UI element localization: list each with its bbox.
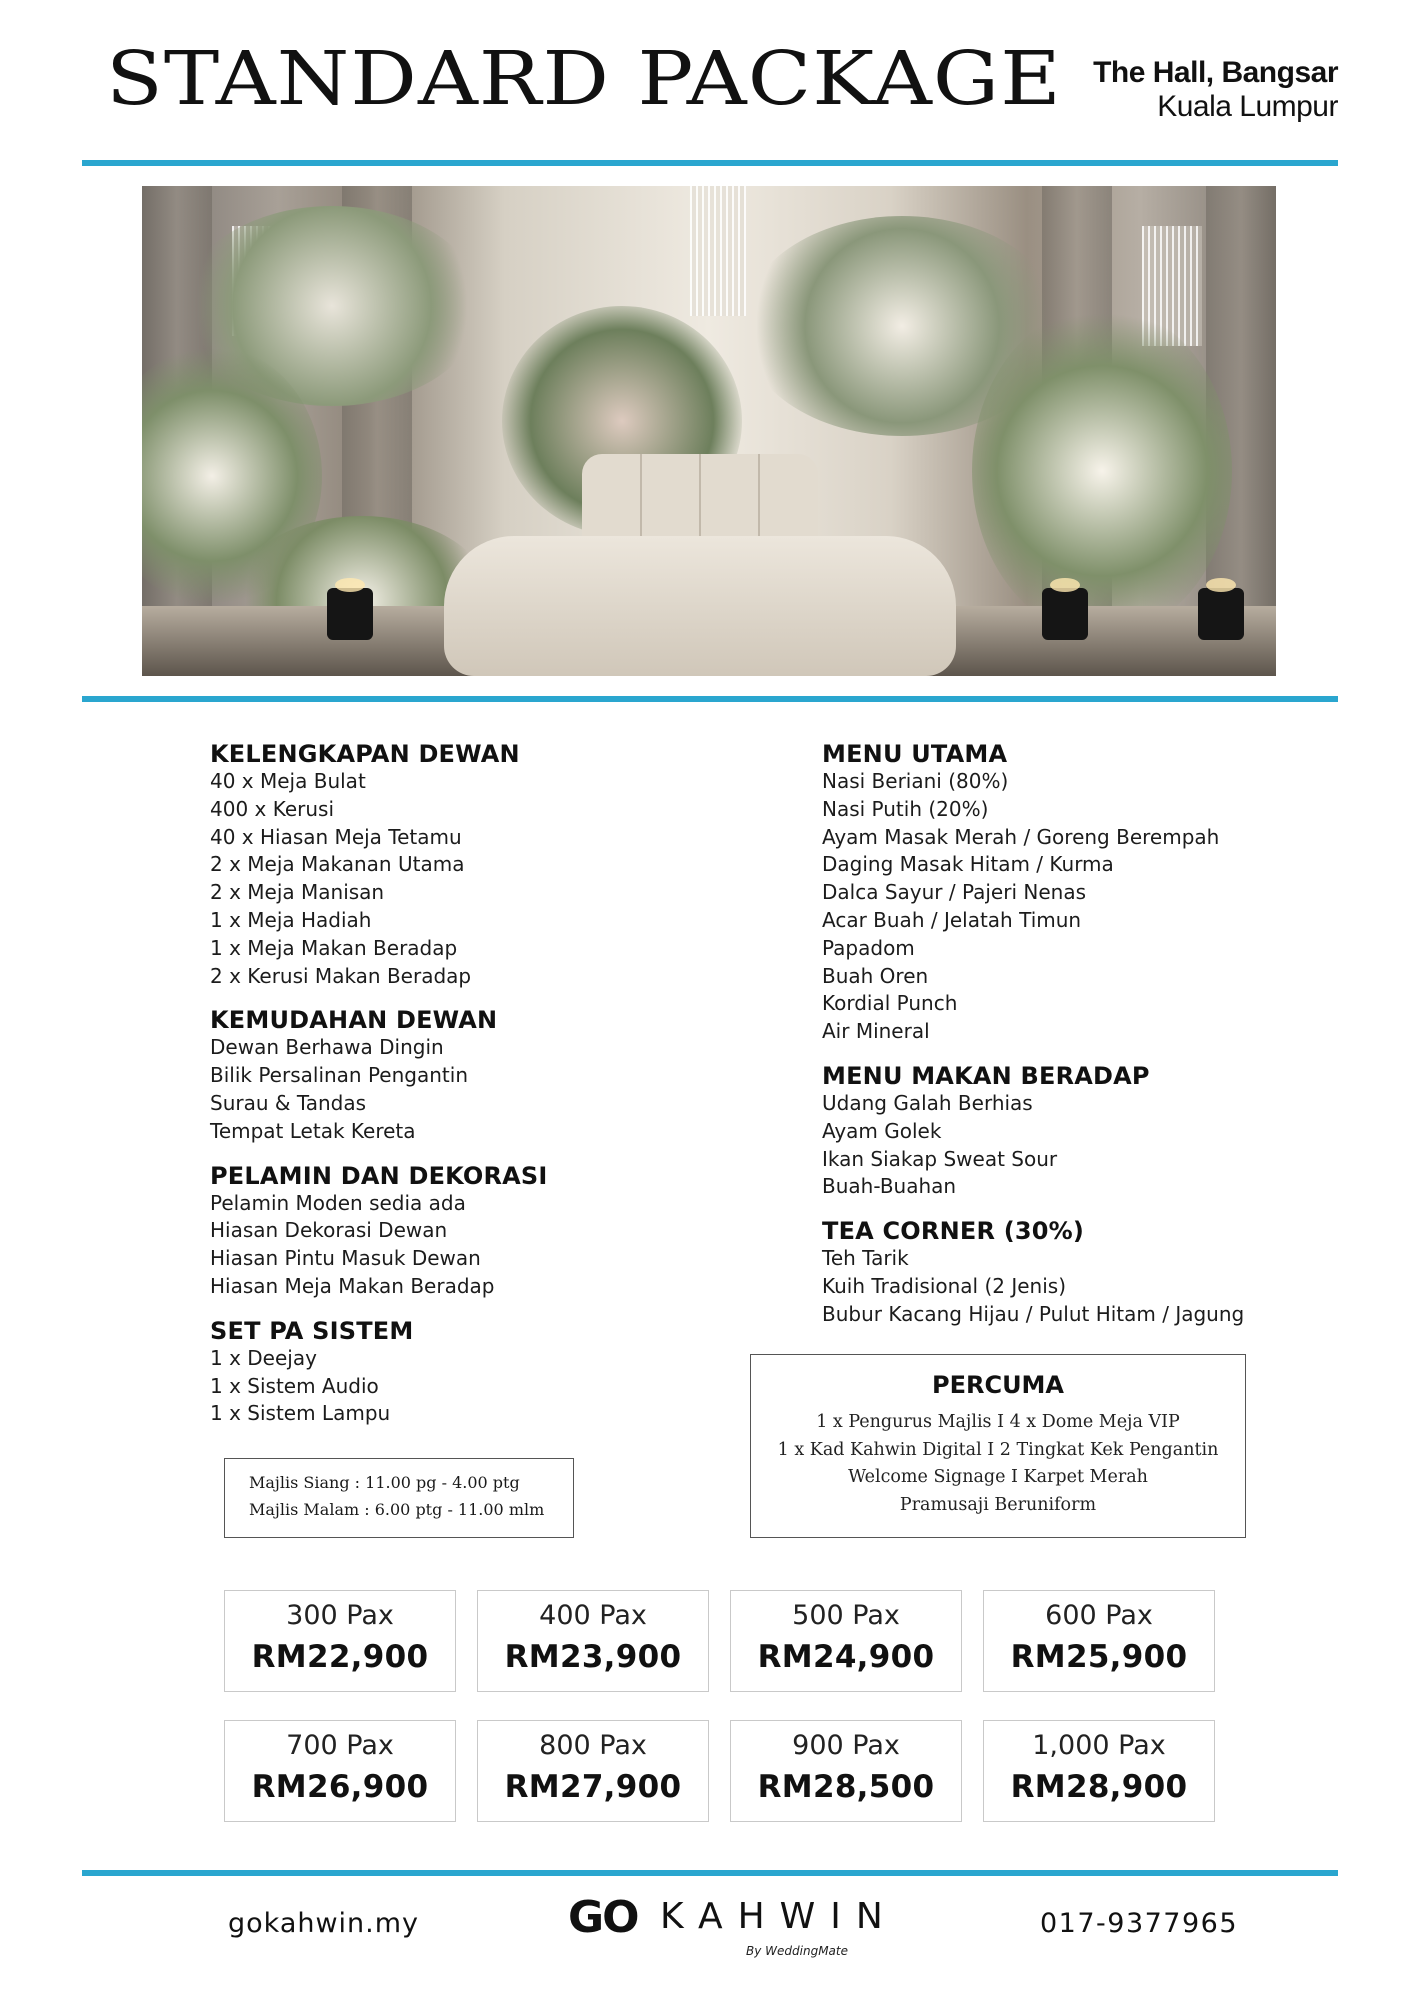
price-pax: 900 Pax (792, 1730, 900, 1761)
list-item: 1 x Meja Hadiah (210, 907, 372, 932)
percuma-line: 1 x Kad Kahwin Digital I 2 Tingkat Kek Pengantin (777, 1439, 1219, 1460)
phone-number[interactable]: 017-9377965 (1040, 1908, 1239, 1939)
website-link[interactable]: gokahwin.my (228, 1908, 420, 1939)
list-item: Tempat Letak Kereta (210, 1118, 416, 1143)
list-item: Surau & Tandas (210, 1090, 367, 1115)
list-item: Hiasan Meja Makan Beradap (210, 1273, 495, 1298)
price-amount: RM22,900 (251, 1639, 429, 1675)
list-item: Dalca Sayur / Pajeri Nenas (822, 880, 1086, 905)
percuma-title: PERCUMA (931, 1371, 1065, 1399)
list-item: Ikan Siakap Sweat Sour (822, 1146, 1058, 1171)
list-item: Nasi Putih (20%) (822, 796, 989, 821)
divider-bottom (82, 1870, 1338, 1876)
price-pax: 500 Pax (792, 1600, 900, 1631)
venue (1093, 56, 1338, 124)
list-item: 40 x Meja Bulat (210, 769, 366, 793)
price-card (477, 1720, 709, 1822)
list-item: Bilik Persalinan Pengantin (210, 1063, 468, 1088)
list-item: Acar Buah / Jelatah Timun (822, 907, 1082, 932)
list-item: 40 x Hiasan Meja Tetamu (210, 824, 462, 849)
list-item: 1 x Sistem Audio (210, 1373, 379, 1398)
page-title: STANDARD PACKAGE (106, 36, 1062, 122)
logo-tagline: By WeddingMate (746, 1944, 848, 1958)
price-card (224, 1720, 456, 1822)
list-item: Air Mineral (822, 1019, 930, 1044)
percuma-box (750, 1354, 1246, 1538)
price-card (983, 1720, 1215, 1822)
section-menu-utama (822, 740, 1342, 1046)
section-pa-sistem (210, 1317, 690, 1428)
logo-go: GO (568, 1892, 638, 1943)
list-item: Bubur Kacang Hijau / Pulut Hitam / Jagung (822, 1301, 1245, 1326)
list-item: Buah Oren (822, 963, 929, 988)
venue-city: Kuala Lumpur (1157, 90, 1338, 123)
right-column (822, 740, 1342, 1345)
list-item: 1 x Deejay (210, 1345, 317, 1370)
list-item: 1 x Sistem Lampu (210, 1401, 391, 1426)
price-card (224, 1590, 456, 1692)
venue-name: The Hall, Bangsar (1093, 56, 1338, 89)
schedule-malam: Majlis Malam : 6.00 ptg - 11.00 mlm (249, 1500, 545, 1519)
list-item: Nasi Beriani (80%) (822, 769, 1009, 793)
section-title: PELAMIN DAN DEKORASI (210, 1161, 548, 1190)
percuma-line: 1 x Pengurus Majlis I 4 x Dome Meja VIP (816, 1412, 1180, 1432)
price-amount: RM26,900 (251, 1769, 429, 1805)
left-column (210, 740, 690, 1444)
price-card (477, 1590, 709, 1692)
list-item: Buah-Buahan (822, 1174, 957, 1199)
price-pax: 800 Pax (539, 1730, 647, 1761)
list-item: Udang Galah Berhias (822, 1090, 1033, 1115)
price-amount: RM25,900 (1010, 1639, 1188, 1675)
list-item: Kuih Tradisional (2 Jenis) (822, 1273, 1066, 1298)
price-pax: 700 Pax (286, 1730, 394, 1761)
list-item: Pelamin Moden sedia ada (210, 1190, 466, 1215)
section-title: MENU MAKAN BERADAP (822, 1061, 1150, 1090)
price-card (730, 1590, 962, 1692)
price-amount: RM28,900 (1010, 1769, 1188, 1805)
price-amount: RM27,900 (504, 1769, 682, 1805)
section-title: SET PA SISTEM (210, 1316, 414, 1345)
section-kemudahan-dewan (210, 1006, 690, 1145)
percuma-line: Welcome Signage I Karpet Merah (848, 1467, 1148, 1487)
logo-kahwin: KAHWIN (660, 1896, 898, 1937)
section-title: TEA CORNER (30%) (822, 1217, 1085, 1246)
list-item: Teh Tarik (822, 1246, 909, 1271)
price-card (730, 1720, 962, 1822)
divider-top (82, 160, 1338, 166)
list-item: Daging Masak Hitam / Kurma (822, 852, 1114, 877)
section-menu-makan-beradap (822, 1062, 1342, 1201)
price-pax: 300 Pax (286, 1600, 394, 1631)
price-amount: RM23,900 (504, 1639, 682, 1675)
schedule-box (224, 1458, 574, 1538)
list-item: 400 x Kerusi (210, 796, 335, 821)
list-item: 2 x Kerusi Makan Beradap (210, 963, 472, 988)
list-item: Ayam Masak Merah / Goreng Berempah (822, 824, 1220, 849)
list-item: 2 x Meja Makanan Utama (210, 852, 465, 877)
list-item: Hiasan Dekorasi Dewan (210, 1218, 448, 1243)
pelamin-photo (142, 186, 1276, 676)
price-pax: 400 Pax (539, 1600, 647, 1631)
price-card (983, 1590, 1215, 1692)
price-pax: 1,000 Pax (1032, 1730, 1166, 1761)
list-item: Kordial Punch (822, 991, 958, 1016)
list-item: Hiasan Pintu Masuk Dewan (210, 1246, 481, 1271)
gokahwin-logo (568, 1892, 898, 1962)
list-item: 2 x Meja Manisan (210, 880, 385, 905)
section-kelengkapan-dewan (210, 740, 690, 990)
divider-middle (82, 696, 1338, 702)
price-pax: 600 Pax (1045, 1600, 1153, 1631)
section-pelamin-dekorasi (210, 1162, 690, 1301)
list-item: Papadom (822, 935, 915, 960)
list-item: Ayam Golek (822, 1118, 942, 1143)
percuma-line: Pramusaji Beruniform (899, 1494, 1097, 1515)
price-amount: RM24,900 (757, 1639, 935, 1675)
section-title: MENU UTAMA (822, 740, 1008, 768)
list-item: 1 x Meja Makan Beradap (210, 935, 458, 960)
section-tea-corner (822, 1217, 1342, 1328)
section-title: KEMUDAHAN DEWAN (210, 1006, 498, 1035)
list-item: Dewan Berhawa Dingin (210, 1035, 444, 1060)
schedule-siang: Majlis Siang : 11.00 pg - 4.00 ptg (249, 1473, 520, 1492)
section-title: KELENGKAPAN DEWAN (210, 740, 520, 768)
price-amount: RM28,500 (757, 1769, 935, 1805)
